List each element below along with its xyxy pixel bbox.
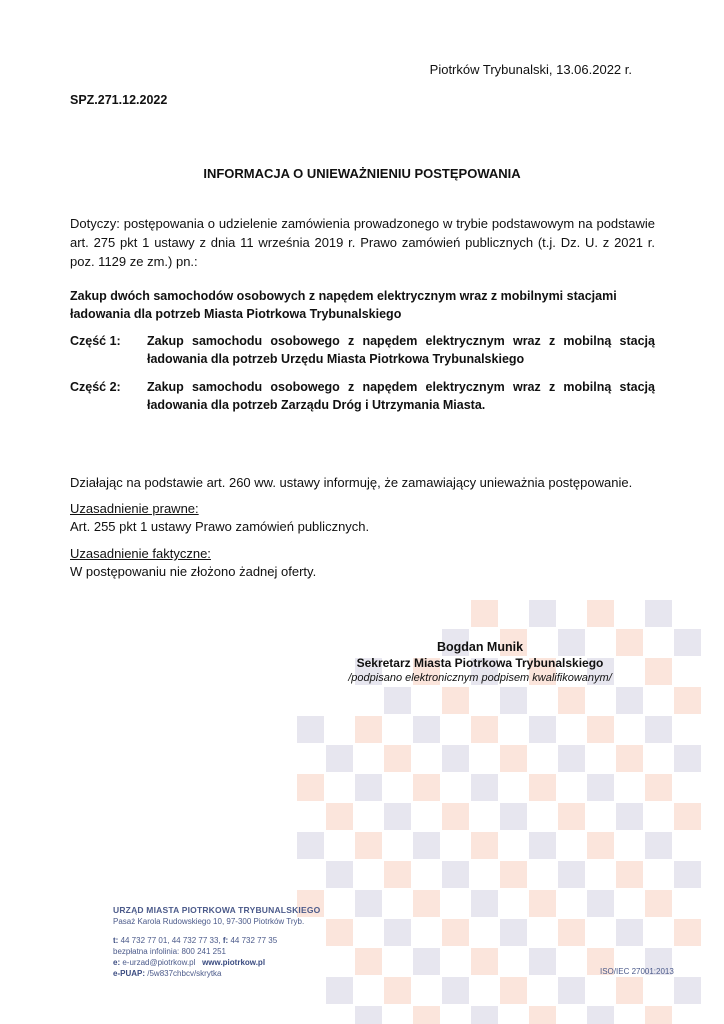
pattern-square	[355, 948, 382, 975]
pattern-square	[500, 861, 527, 888]
pattern-square	[645, 1006, 672, 1024]
pattern-square	[297, 774, 324, 801]
pattern-square	[587, 716, 614, 743]
footer-epuap: e-PUAP: /5w837chbcv/skrytka	[113, 969, 222, 978]
pattern-square	[587, 832, 614, 859]
document-heading: INFORMACJA O UNIEWAŻNIENIU POSTĘPOWANIA	[203, 166, 521, 181]
pattern-square	[587, 1006, 614, 1024]
factual-basis-label: Uzasadnienie faktyczne:	[70, 546, 211, 561]
pattern-square	[674, 919, 701, 946]
pattern-square	[674, 687, 701, 714]
pattern-square	[674, 861, 701, 888]
pattern-square	[413, 832, 440, 859]
legal-basis-text: Art. 255 pkt 1 ustawy Prawo zamówień publicznych.	[70, 519, 370, 534]
pattern-square	[326, 919, 353, 946]
signatory-name: Bogdan Munik	[436, 640, 524, 654]
part-2	[70, 378, 655, 414]
pattern-square	[326, 977, 353, 1004]
pattern-square	[384, 687, 411, 714]
pattern-square	[471, 600, 498, 627]
factual-basis	[70, 545, 316, 581]
footer-web-link[interactable]: www.piotrkow.pl	[202, 958, 266, 967]
pattern-square	[326, 803, 353, 830]
pattern-square	[616, 803, 643, 830]
signature-note: /podpisano elektronicznym podpisem kwalifikowanym/	[348, 672, 612, 684]
pattern-square	[616, 919, 643, 946]
pattern-square	[558, 919, 585, 946]
pattern-square	[326, 745, 353, 772]
footer-phones: t: 44 732 77 01, 44 732 77 33, f: 44 732 77 35	[113, 936, 278, 945]
pattern-square	[471, 774, 498, 801]
footer-contact	[113, 905, 320, 979]
part-2-text: Zakup samochodu osobowego z napędem elektrycznym wraz z mobilną stacją ładowania dla potrzeb Zarządu Dróg i Utrzymania Miasta.	[147, 380, 655, 412]
footer-address: Pasaż Karola Rudowskiego 10, 97-300 Piotrków Tryb.	[113, 917, 305, 926]
pattern-square	[500, 803, 527, 830]
footer-org-name: URZĄD MIASTA PIOTRKOWA TRYBUNALSKIEGO	[113, 905, 321, 915]
pattern-square	[442, 745, 469, 772]
part-2-label: Część 2:	[70, 380, 121, 394]
pattern-square	[297, 832, 324, 859]
pattern-square	[616, 861, 643, 888]
pattern-square	[355, 832, 382, 859]
pattern-square	[616, 977, 643, 1004]
pattern-square	[500, 919, 527, 946]
pattern-square	[442, 687, 469, 714]
pattern-square	[471, 948, 498, 975]
pattern-square	[355, 774, 382, 801]
pattern-square	[500, 977, 527, 1004]
signatory-role: Sekretarz Miasta Piotrkowa Trybunalskiego	[356, 656, 604, 670]
pattern-square	[442, 977, 469, 1004]
pattern-square	[674, 745, 701, 772]
reference-number: SPZ.271.12.2022	[70, 93, 168, 107]
pattern-square	[645, 658, 672, 685]
pattern-square	[529, 948, 556, 975]
pattern-square	[413, 890, 440, 917]
pattern-square	[413, 948, 440, 975]
footer-hotline: bezpłatna infolinia: 800 241 251	[113, 947, 226, 956]
pattern-square	[384, 861, 411, 888]
part-1-label: Część 1:	[70, 334, 121, 348]
pattern-square	[442, 861, 469, 888]
pattern-square	[471, 890, 498, 917]
pattern-square	[558, 687, 585, 714]
footer-email-web: e: e-urzad@piotrkow.pl www.piotrkow.pl	[113, 958, 266, 967]
pattern-square	[384, 919, 411, 946]
pattern-square	[558, 803, 585, 830]
pattern-square	[616, 687, 643, 714]
pattern-square	[355, 890, 382, 917]
pattern-square	[529, 774, 556, 801]
pattern-square	[413, 774, 440, 801]
pattern-square	[471, 716, 498, 743]
signature-block	[330, 640, 630, 684]
part-1-text: Zakup samochodu osobowego z napędem elektrycznym wraz z mobilną stacją ładowania dla potrzeb Urzędu Miasta Piotrkowa Trybunalskiego	[147, 334, 655, 366]
pattern-square	[413, 1006, 440, 1024]
pattern-square	[674, 803, 701, 830]
pattern-square	[500, 687, 527, 714]
pattern-square	[384, 803, 411, 830]
pattern-square	[558, 977, 585, 1004]
legal-basis	[70, 500, 369, 536]
pattern-square	[645, 890, 672, 917]
pattern-square	[587, 774, 614, 801]
procurement-subject: Zakup dwóch samochodów osobowych z napędem elektrycznym wraz z mobilnymi stacjami ładowania dla potrzeb Miasta Piotrkowa Trybunalskiego	[70, 289, 617, 321]
iso-certification: ISO/IEC 27001:2013	[600, 967, 674, 976]
pattern-square	[558, 861, 585, 888]
pattern-square	[529, 600, 556, 627]
pattern-square	[384, 745, 411, 772]
pattern-square	[529, 832, 556, 859]
pattern-square	[616, 745, 643, 772]
concerns-paragraph: Dotyczy: postępowania o udzielenie zamówienia prowadzonego w trybie podstawowym na podstawie art. 275 pkt 1 ustawy z dnia 11 września 2019 r. Prawo zamówień publicznych (t.j. Dz. U. z 2021 r. poz. 1129 ze zm.) pn.:	[70, 216, 655, 269]
pattern-square	[645, 832, 672, 859]
pattern-square	[558, 745, 585, 772]
place-date: Piotrków Trybunalski, 13.06.2022 r.	[429, 62, 632, 77]
pattern-square	[355, 1006, 382, 1024]
legal-basis-label: Uzasadnienie prawne:	[70, 501, 199, 516]
pattern-square	[355, 716, 382, 743]
pattern-square	[326, 861, 353, 888]
pattern-square	[442, 803, 469, 830]
pattern-square	[442, 919, 469, 946]
cancellation-statement: Działając na podstawie art. 260 ww. ustawy informuję, że zamawiający unieważnia postępowanie.	[70, 475, 633, 490]
part-1	[70, 332, 655, 368]
pattern-square	[413, 716, 440, 743]
pattern-square	[645, 716, 672, 743]
pattern-square	[384, 977, 411, 1004]
footer-email-link[interactable]: e-urzad@piotrkow.pl	[122, 958, 196, 967]
pattern-square	[674, 629, 701, 656]
pattern-square	[297, 716, 324, 743]
pattern-square	[674, 977, 701, 1004]
pattern-square	[471, 832, 498, 859]
pattern-square	[529, 716, 556, 743]
pattern-square	[500, 745, 527, 772]
factual-basis-text: W postępowaniu nie złożono żadnej oferty.	[70, 564, 317, 579]
pattern-square	[587, 890, 614, 917]
pattern-square	[645, 600, 672, 627]
pattern-square	[471, 1006, 498, 1024]
pattern-square	[587, 600, 614, 627]
pattern-square	[645, 774, 672, 801]
pattern-square	[529, 1006, 556, 1024]
pattern-square	[529, 890, 556, 917]
